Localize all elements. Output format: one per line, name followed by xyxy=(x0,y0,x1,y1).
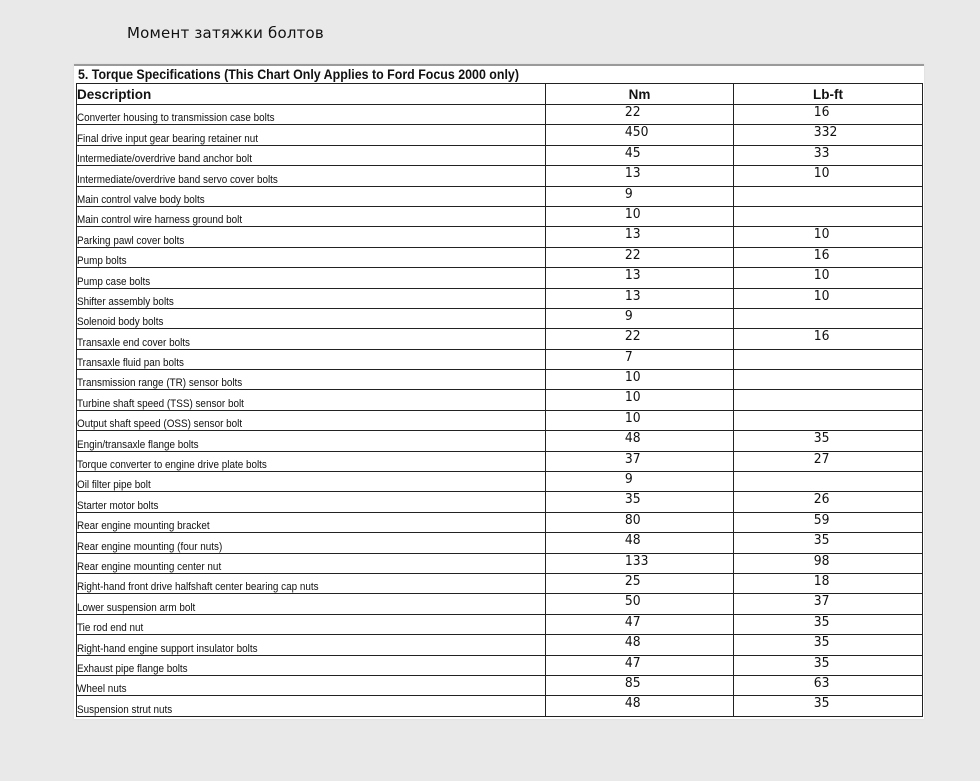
cell-nm xyxy=(546,105,734,125)
description-text: Tie rod end nut xyxy=(77,622,144,635)
table-row xyxy=(77,247,923,267)
nm-value: 9 xyxy=(624,472,633,488)
cell-description xyxy=(77,492,546,512)
table-body xyxy=(77,105,923,717)
cell-nm xyxy=(546,472,734,492)
lbft-value: 27 xyxy=(813,451,830,467)
cell-nm xyxy=(546,125,734,145)
description-text: Engin/transaxle flange bolts xyxy=(77,438,199,451)
cell-description xyxy=(77,370,546,390)
nm-value: 80 xyxy=(624,512,641,528)
nm-value: 85 xyxy=(624,675,641,691)
cell-description xyxy=(77,675,546,695)
cell-lbft xyxy=(734,512,923,532)
nm-value: 13 xyxy=(624,268,641,284)
top-rule xyxy=(74,64,924,66)
cell-lbft xyxy=(734,308,923,328)
cell-lbft xyxy=(734,573,923,593)
cell-lbft xyxy=(734,370,923,390)
cell-description xyxy=(77,390,546,410)
table-row xyxy=(77,635,923,655)
nm-value: 48 xyxy=(624,696,641,712)
cell-description xyxy=(77,349,546,369)
table-row xyxy=(77,533,923,553)
document-sheet xyxy=(74,64,924,719)
lbft-value: 332 xyxy=(813,125,838,141)
cell-lbft xyxy=(734,186,923,206)
nm-value: 13 xyxy=(624,288,641,304)
nm-value: 10 xyxy=(624,390,641,406)
cell-description xyxy=(77,696,546,716)
table-row xyxy=(77,206,923,226)
cell-nm xyxy=(546,553,734,573)
description-text: Right-hand engine support insulator bolts xyxy=(77,642,258,655)
table-row xyxy=(77,227,923,247)
cell-description xyxy=(77,573,546,593)
table-row xyxy=(77,512,923,532)
nm-value: 48 xyxy=(624,635,641,651)
description-text: Intermediate/overdrive band servo cover bolts xyxy=(77,173,278,186)
table-row xyxy=(77,696,923,716)
cell-description xyxy=(77,472,546,492)
description-text: Right-hand front drive halfshaft center bearing cap nuts xyxy=(77,581,319,594)
table-row xyxy=(77,186,923,206)
lbft-value: 35 xyxy=(813,655,830,671)
cell-description xyxy=(77,206,546,226)
lbft-value: 16 xyxy=(813,105,830,120)
cell-lbft xyxy=(734,227,923,247)
torque-spec-table xyxy=(76,83,923,717)
description-text: Output shaft speed (OSS) sensor bolt xyxy=(77,418,243,431)
lbft-value: 35 xyxy=(813,635,830,651)
lbft-value: 33 xyxy=(813,145,830,161)
description-text: Main control valve body bolts xyxy=(77,193,205,206)
nm-value: 47 xyxy=(624,655,641,671)
cell-description xyxy=(77,533,546,553)
cell-description xyxy=(77,553,546,573)
description-text: Torque converter to engine drive plate bolts xyxy=(77,459,267,472)
table-row xyxy=(77,614,923,634)
cell-lbft xyxy=(734,614,923,634)
description-text: Pump case bolts xyxy=(77,275,151,288)
cell-nm xyxy=(546,206,734,226)
nm-value: 50 xyxy=(624,594,641,610)
table-row xyxy=(77,573,923,593)
cell-nm xyxy=(546,288,734,308)
table-row xyxy=(77,410,923,430)
description-text: Exhaust pipe flange bolts xyxy=(77,662,188,675)
lbft-value: 37 xyxy=(813,594,830,610)
description-text: Turbine shaft speed (TSS) sensor bolt xyxy=(77,397,244,410)
description-text: Solenoid body bolts xyxy=(77,316,164,329)
cell-lbft xyxy=(734,288,923,308)
nm-value: 48 xyxy=(624,533,641,549)
cell-nm xyxy=(546,186,734,206)
cell-nm xyxy=(546,675,734,695)
table-row xyxy=(77,349,923,369)
nm-value: 133 xyxy=(624,553,649,569)
lbft-value: 63 xyxy=(813,675,830,691)
description-text: Transmission range (TR) sensor bolts xyxy=(77,377,243,390)
lbft-value: 35 xyxy=(813,431,830,447)
cell-nm xyxy=(546,390,734,410)
table-title: 5. Torque Specifications (This Chart Only Applies to Ford Focus 2000 only) xyxy=(78,67,519,82)
description-text: Converter housing to transmission case bolts xyxy=(77,112,275,125)
table-row xyxy=(77,492,923,512)
lbft-value: 10 xyxy=(813,227,830,243)
description-text: Parking pawl cover bolts xyxy=(77,234,185,247)
cell-nm xyxy=(546,166,734,186)
cell-nm xyxy=(546,145,734,165)
table-row xyxy=(77,166,923,186)
cell-nm xyxy=(546,227,734,247)
table-row xyxy=(77,125,923,145)
table-row xyxy=(77,370,923,390)
nm-value: 22 xyxy=(624,105,641,120)
column-header-nm: Nm xyxy=(546,84,734,105)
cell-nm xyxy=(546,329,734,349)
cell-lbft xyxy=(734,675,923,695)
cell-lbft xyxy=(734,145,923,165)
table-row xyxy=(77,655,923,675)
cell-lbft xyxy=(734,655,923,675)
lbft-value: 16 xyxy=(813,329,830,345)
cell-description xyxy=(77,186,546,206)
cell-nm xyxy=(546,635,734,655)
lbft-value: 10 xyxy=(813,166,830,182)
cell-nm xyxy=(546,431,734,451)
cell-lbft xyxy=(734,390,923,410)
nm-value: 37 xyxy=(624,451,641,467)
page-heading: Момент затяжки болтов xyxy=(127,24,324,42)
cell-lbft xyxy=(734,105,923,125)
cell-nm xyxy=(546,533,734,553)
lbft-value: 35 xyxy=(813,696,830,712)
cell-description xyxy=(77,227,546,247)
table-row xyxy=(77,431,923,451)
nm-value: 7 xyxy=(624,349,633,365)
nm-value: 45 xyxy=(624,145,641,161)
cell-nm xyxy=(546,268,734,288)
nm-value: 22 xyxy=(624,247,641,263)
cell-nm xyxy=(546,451,734,471)
cell-nm xyxy=(546,512,734,532)
cell-description xyxy=(77,512,546,532)
cell-description xyxy=(77,635,546,655)
cell-lbft xyxy=(734,206,923,226)
nm-value: 47 xyxy=(624,614,641,630)
lbft-value: 10 xyxy=(813,268,830,284)
table-row xyxy=(77,288,923,308)
description-text: Final drive input gear bearing retainer nut xyxy=(77,132,259,145)
description-text: Transaxle fluid pan bolts xyxy=(77,357,184,370)
table-row xyxy=(77,390,923,410)
table-row xyxy=(77,451,923,471)
cell-lbft xyxy=(734,492,923,512)
table-row xyxy=(77,594,923,614)
lbft-value: 35 xyxy=(813,614,830,630)
cell-description xyxy=(77,166,546,186)
nm-value: 25 xyxy=(624,573,641,589)
cell-nm xyxy=(546,655,734,675)
description-text: Wheel nuts xyxy=(77,683,127,696)
cell-description xyxy=(77,329,546,349)
cell-lbft xyxy=(734,247,923,267)
description-text: Suspension strut nuts xyxy=(77,703,173,716)
cell-description xyxy=(77,247,546,267)
cell-nm xyxy=(546,370,734,390)
cell-description xyxy=(77,410,546,430)
nm-value: 13 xyxy=(624,227,641,243)
lbft-value: 18 xyxy=(813,573,830,589)
cell-description xyxy=(77,288,546,308)
cell-nm xyxy=(546,308,734,328)
cell-lbft xyxy=(734,125,923,145)
cell-nm xyxy=(546,573,734,593)
column-header-lbft: Lb-ft xyxy=(734,84,923,105)
nm-value: 10 xyxy=(624,206,641,222)
lbft-value: 16 xyxy=(813,247,830,263)
cell-lbft xyxy=(734,166,923,186)
cell-description xyxy=(77,614,546,634)
description-text: Lower suspension arm bolt xyxy=(77,601,196,614)
nm-value: 9 xyxy=(624,308,633,324)
description-text: Rear engine mounting center nut xyxy=(77,560,222,573)
cell-lbft xyxy=(734,329,923,349)
nm-value: 10 xyxy=(624,410,641,426)
description-text: Starter motor bolts xyxy=(77,499,159,512)
table-row xyxy=(77,675,923,695)
lbft-value: 98 xyxy=(813,553,830,569)
cell-nm xyxy=(546,247,734,267)
nm-value: 13 xyxy=(624,166,641,182)
cell-nm xyxy=(546,349,734,369)
cell-description xyxy=(77,308,546,328)
cell-nm xyxy=(546,410,734,430)
cell-lbft xyxy=(734,533,923,553)
cell-description xyxy=(77,268,546,288)
table-row xyxy=(77,145,923,165)
lbft-value: 59 xyxy=(813,512,830,528)
cell-description xyxy=(77,145,546,165)
description-text: Pump bolts xyxy=(77,255,127,268)
table-row xyxy=(77,268,923,288)
nm-value: 9 xyxy=(624,186,633,202)
cell-description xyxy=(77,451,546,471)
lbft-value: 35 xyxy=(813,533,830,549)
cell-nm xyxy=(546,594,734,614)
table-row xyxy=(77,105,923,125)
description-text: Shifter assembly bolts xyxy=(77,295,174,308)
table-row xyxy=(77,553,923,573)
cell-lbft xyxy=(734,696,923,716)
column-header-description: Description xyxy=(77,84,546,105)
cell-lbft xyxy=(734,472,923,492)
cell-nm xyxy=(546,696,734,716)
lbft-value: 26 xyxy=(813,492,830,508)
table-header-row xyxy=(77,84,923,105)
description-text: Oil filter pipe bolt xyxy=(77,479,151,492)
nm-value: 22 xyxy=(624,329,641,345)
table-row xyxy=(77,308,923,328)
cell-lbft xyxy=(734,451,923,471)
description-text: Rear engine mounting (four nuts) xyxy=(77,540,223,553)
cell-lbft xyxy=(734,553,923,573)
cell-description xyxy=(77,105,546,125)
cell-lbft xyxy=(734,410,923,430)
description-text: Intermediate/overdrive band anchor bolt xyxy=(77,153,253,166)
cell-nm xyxy=(546,492,734,512)
description-text: Main control wire harness ground bolt xyxy=(77,214,243,227)
nm-value: 10 xyxy=(624,370,641,386)
description-text: Transaxle end cover bolts xyxy=(77,336,190,349)
cell-lbft xyxy=(734,594,923,614)
cell-description xyxy=(77,594,546,614)
cell-description xyxy=(77,431,546,451)
nm-value: 450 xyxy=(624,125,649,141)
cell-description xyxy=(77,125,546,145)
cell-lbft xyxy=(734,268,923,288)
cell-lbft xyxy=(734,635,923,655)
cell-description xyxy=(77,655,546,675)
cell-lbft xyxy=(734,349,923,369)
cell-lbft xyxy=(734,431,923,451)
nm-value: 48 xyxy=(624,431,641,447)
description-text: Rear engine mounting bracket xyxy=(77,520,210,533)
nm-value: 35 xyxy=(624,492,641,508)
lbft-value: 10 xyxy=(813,288,830,304)
table-row xyxy=(77,472,923,492)
table-row xyxy=(77,329,923,349)
cell-nm xyxy=(546,614,734,634)
